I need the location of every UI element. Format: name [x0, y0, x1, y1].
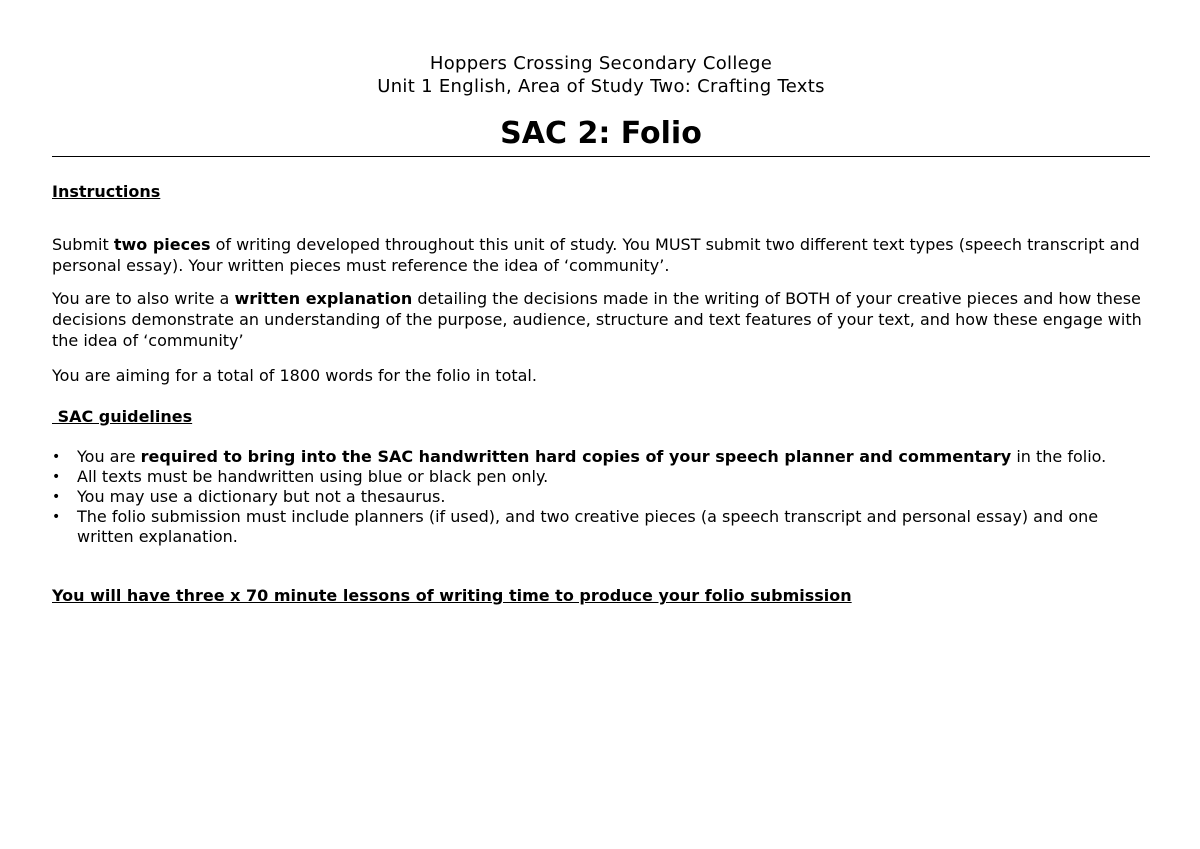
p2-bold-text: written explanation	[234, 289, 413, 308]
instructions-paragraph-2	[52, 288, 1150, 351]
writing-time-note: You will have three x 70 minute lessons of writing time to produce your folio submission	[52, 586, 852, 605]
bullet-icon: •	[52, 509, 61, 525]
bullet-icon: •	[52, 469, 61, 485]
guidelines-list	[52, 447, 1150, 547]
document-title: SAC 2: Folio	[500, 116, 702, 151]
unit-title: Unit 1 English, Area of Study Two: Crafting Texts	[377, 76, 825, 97]
item2-text: All texts must be handwritten using blue or black pen only.	[77, 467, 549, 486]
instructions-paragraph-1	[52, 234, 1150, 276]
p1-bold-text: two pieces	[113, 235, 211, 254]
list-item	[52, 487, 1150, 507]
document-header	[52, 52, 1150, 98]
item3-text: You may use a dictionary but not a thesaurus.	[77, 487, 446, 506]
guidelines-heading: SAC guidelines	[52, 407, 193, 426]
bullet-icon: •	[52, 449, 61, 465]
p2-text-end: detailing the decisions made in the writing of BOTH of your creative pieces and how these decisions demonstrate an understanding of the purpose, audience, structure and text features of your text, and how these engage with the idea of ‘community’	[52, 289, 1142, 350]
item1-bold-text: required to bring into the SAC handwritten hard copies of your speech planner and commentary	[140, 447, 1012, 466]
instructions-heading: Instructions	[52, 182, 161, 201]
p1-text-end: of writing developed throughout this unit of study. You MUST submit two different text types (speech transcript and personal essay). Your written pieces must reference the idea of ‘community’.	[52, 235, 1140, 275]
p1-text-start: Submit	[52, 235, 114, 254]
bullet-icon: •	[52, 489, 61, 505]
title-divider	[52, 156, 1150, 157]
item4-text: The folio submission must include planners (if used), and two creative pieces (a speech transcript and personal essay) and one written explanation.	[77, 507, 1099, 546]
item1-text-start: You are	[77, 447, 141, 466]
list-item	[52, 467, 1150, 487]
p2-text-start: You are to also write a	[52, 289, 235, 308]
item1-text-end: in the folio.	[1011, 447, 1107, 466]
list-item	[52, 447, 1150, 467]
list-item	[52, 507, 1150, 547]
instructions-paragraph-3: You are aiming for a total of 1800 words for the folio in total.	[52, 366, 537, 385]
school-name: Hoppers Crossing Secondary College	[429, 53, 773, 74]
